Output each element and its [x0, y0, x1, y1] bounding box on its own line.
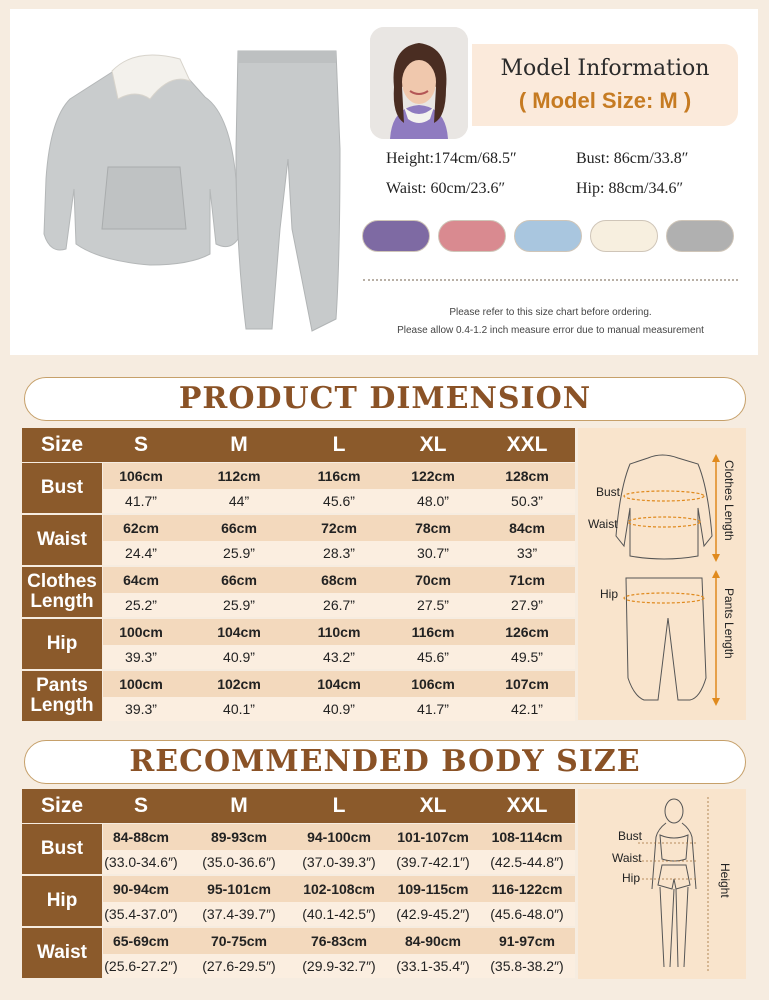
cell-inch: 39.3” [125, 649, 157, 665]
cell-inch: (25.6-27.2″) [104, 958, 178, 974]
cell-inch: 25.9” [223, 545, 255, 561]
garment-outline [578, 428, 746, 720]
cell-inch: (42.5-44.8″) [490, 854, 564, 870]
size-col-xxl: XXL [506, 794, 548, 817]
cell-inch: 41.7” [417, 701, 449, 717]
table-header [22, 428, 575, 462]
cell-cm: 90-94cm [112, 881, 170, 897]
diagram-waist-label: Waist [588, 517, 618, 531]
cell-cm: 70cm [415, 572, 451, 588]
cell-inch: (33.1-35.4″) [396, 958, 470, 974]
model-size-label: ( Model Size: M ) [518, 88, 692, 113]
cell-inch: 40.1” [223, 701, 255, 717]
hip-label: Hip: [576, 180, 605, 197]
body-hip-label: Hip [622, 871, 641, 885]
size-col-s: S [133, 433, 148, 456]
size-col-l: L [332, 433, 346, 456]
cell-cm: 109-115cm [397, 881, 469, 897]
cell-cm: 101-107cm [397, 829, 469, 845]
cell-cm: 70-75cm [210, 933, 268, 949]
size-header: Size [40, 433, 84, 456]
table-header [22, 789, 575, 823]
model-waist [386, 180, 505, 198]
cell-cm: 116cm [317, 468, 361, 484]
cell-cm: 84-88cm [112, 829, 170, 845]
row-label: Waist [22, 928, 102, 978]
cell-cm: 66cm [221, 572, 257, 588]
dotted-divider [363, 279, 738, 281]
body-diagram [578, 789, 746, 979]
cell-inch: (39.7-42.1″) [396, 854, 470, 870]
cell-cm: 112cm [217, 468, 261, 484]
cell-inch: 27.9” [511, 597, 543, 613]
cell-inch: (40.1-42.5″) [302, 906, 376, 922]
cell-inch: (45.6-48.0″) [490, 906, 564, 922]
cell-cm: 102-108cm [303, 881, 375, 897]
cell-inch: (35.4-37.0″) [104, 906, 178, 922]
model-hip [576, 180, 683, 198]
pajama-set-image [40, 29, 360, 349]
cell-inch: 45.6” [417, 649, 449, 665]
cell-cm: 104cm [317, 676, 361, 692]
top-panel [10, 9, 758, 355]
cell-inch: 25.2” [125, 597, 157, 613]
cell-cm: 122cm [411, 468, 455, 484]
cell-cm: 100cm [119, 676, 163, 692]
model-photo [370, 27, 468, 139]
size-col-l: L [332, 794, 346, 817]
cell-cm: 106cm [119, 468, 163, 484]
body-waist-label: Waist [612, 851, 642, 865]
model-info-title: Model Information [500, 56, 710, 81]
height-label: Height: [386, 150, 434, 167]
cell-cm: 107cm [505, 676, 549, 692]
bust-label: Bust: [576, 150, 610, 167]
model-bust [576, 150, 688, 168]
cell-inch: 25.9” [223, 597, 255, 613]
cell-cm: 84-90cm [404, 933, 462, 949]
size-col-xl: XL [419, 433, 447, 456]
color-swatch-blue[interactable] [514, 220, 582, 252]
size-col-s: S [133, 794, 148, 817]
row-label: Bust [22, 824, 102, 874]
cell-cm: 126cm [505, 624, 549, 640]
cell-cm: 116cm [411, 624, 455, 640]
hip-value: 88cm/34.6″ [608, 180, 684, 197]
diagram-hip-label: Hip [600, 587, 619, 601]
cell-cm: 71cm [509, 572, 545, 588]
model-info-banner [472, 44, 738, 126]
diagram-clothes-length-label: Clothes Length [722, 460, 736, 541]
cell-inch: 43.2” [323, 649, 355, 665]
color-swatch-pink[interactable] [438, 220, 506, 252]
cell-inch: 45.6” [323, 493, 355, 509]
row-label: Hip [22, 876, 102, 926]
row-label: Pants Length [22, 671, 102, 721]
cell-cm: 76-83cm [310, 933, 368, 949]
cell-inch: 24.4” [125, 545, 157, 561]
cell-inch: 42.1” [511, 701, 543, 717]
cell-cm: 68cm [321, 572, 357, 588]
cell-cm: 104cm [217, 624, 261, 640]
height-value: 174cm/68.5″ [434, 150, 517, 167]
cell-cm: 89-93cm [210, 829, 268, 845]
cell-inch: 30.7” [417, 545, 449, 561]
cell-cm: 128cm [505, 468, 549, 484]
cell-inch: 41.7” [125, 493, 157, 509]
body-bust-label: Bust [618, 829, 643, 843]
cell-cm: 64cm [123, 572, 159, 588]
row-label: Bust [22, 463, 102, 513]
row-label: Clothes Length [22, 567, 102, 617]
cell-inch: 50.3” [511, 493, 543, 509]
size-col-m: M [230, 794, 248, 817]
cell-cm: 72cm [321, 520, 357, 536]
body-size-title: RECOMMENDED BODY SIZE [24, 740, 746, 784]
cell-inch: (35.8-38.2″) [490, 958, 564, 974]
cell-cm: 66cm [221, 520, 257, 536]
cell-inch: 48.0” [417, 493, 449, 509]
cell-inch: 40.9” [323, 701, 355, 717]
model-height [386, 150, 517, 168]
cell-cm: 106cm [411, 676, 455, 692]
size-col-xl: XL [419, 794, 447, 817]
row-label: Waist [22, 515, 102, 565]
product-diagram [578, 428, 746, 720]
row-label: Hip [22, 619, 102, 669]
cell-cm: 108-114cm [491, 829, 563, 845]
bust-value: 86cm/33.8″ [613, 150, 689, 167]
product-dimension-title: PRODUCT DIMENSION [24, 377, 746, 421]
diagram-bust-label: Bust [596, 485, 621, 499]
cell-inch: (33.0-34.6″) [104, 854, 178, 870]
size-chart-note: Please refer to this size chart before ordering. [449, 307, 652, 318]
cell-inch: 28.3” [323, 545, 355, 561]
cell-inch: 39.3” [125, 701, 157, 717]
cell-inch: (42.9-45.2″) [396, 906, 470, 922]
cell-cm: 91-97cm [498, 933, 556, 949]
waist-value: 60cm/23.6″ [430, 180, 506, 197]
cell-cm: 116-122cm [491, 881, 563, 897]
cell-cm: 65-69cm [112, 933, 170, 949]
cell-cm: 95-101cm [207, 881, 271, 897]
cell-inch: (27.6-29.5″) [202, 958, 276, 974]
cell-cm: 94-100cm [307, 829, 371, 845]
cell-inch: 40.9” [223, 649, 255, 665]
cell-inch: 49.5” [511, 649, 543, 665]
color-swatch-grey[interactable] [666, 220, 734, 252]
cell-cm: 110cm [317, 624, 361, 640]
cell-inch: 44” [228, 493, 250, 509]
cell-inch: (37.0-39.3″) [302, 854, 376, 870]
size-header: Size [40, 794, 84, 817]
cell-inch: (35.0-36.6″) [202, 854, 276, 870]
size-col-m: M [230, 433, 248, 456]
cell-inch: (37.4-39.7″) [202, 906, 276, 922]
cell-cm: 84cm [509, 520, 545, 536]
diagram-pants-length-label: Pants Length [722, 588, 736, 659]
cell-inch: 26.7” [323, 597, 355, 613]
waist-label: Waist: [386, 180, 427, 197]
cell-inch: 33” [516, 545, 538, 561]
color-swatch-cream[interactable] [590, 220, 658, 252]
cell-cm: 102cm [217, 676, 261, 692]
cell-inch: (29.9-32.7″) [302, 958, 376, 974]
cell-cm: 78cm [415, 520, 451, 536]
cell-inch: 27.5” [417, 597, 449, 613]
size-col-xxl: XXL [506, 433, 548, 456]
cell-cm: 100cm [119, 624, 163, 640]
body-height-label: Height [718, 863, 732, 898]
color-swatch-purple[interactable] [362, 220, 430, 252]
measure-error-note: Please allow 0.4-1.2 inch measure error due to manual measurement [397, 325, 704, 336]
cell-cm: 62cm [123, 520, 159, 536]
